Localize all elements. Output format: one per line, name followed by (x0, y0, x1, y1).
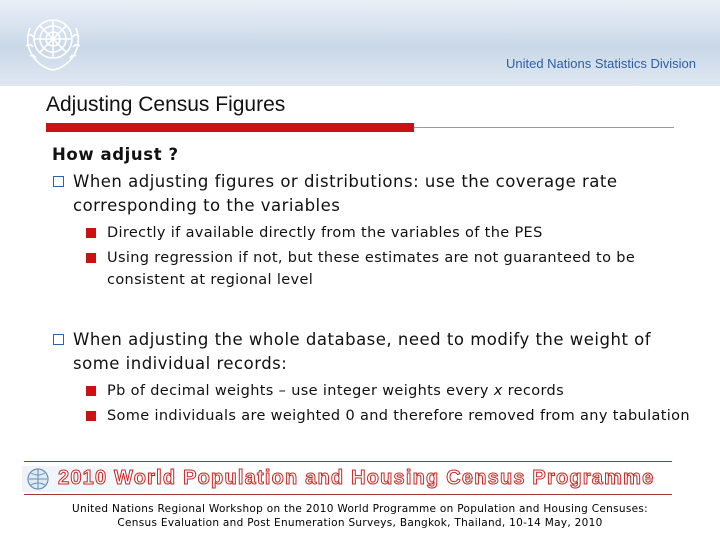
sub-bullet-item (86, 222, 692, 244)
banner-bottom-rule (24, 494, 672, 495)
globe-icon (26, 467, 50, 491)
italic-x: x (493, 383, 503, 399)
square-bullet-icon (86, 253, 96, 263)
bullet-text: When adjusting figures or distributions: use the coverage rate corresponding to the variables (73, 172, 618, 215)
sub-bullet-text: Pb of decimal weights – use integer weights every x records (107, 383, 564, 399)
footer-line-2: Census Evaluation and Post Enumeration Surveys, Bangkok, Thailand, 10-14 May, 2010 (117, 517, 603, 529)
sub-bullet-text: Some individuals are weighted 0 and therefore removed from any tabulation (107, 408, 690, 424)
bullet-item (52, 328, 692, 376)
title-accent-bar (46, 123, 414, 132)
sub-bullet-item (86, 405, 692, 427)
sub-bullet-item (86, 380, 692, 402)
sub-bullet-text: Directly if available directly from the variables of the PES (107, 225, 543, 241)
checkbox-bullet-icon (53, 334, 64, 345)
square-bullet-icon (86, 386, 96, 396)
slide-body (52, 143, 692, 430)
un-emblem-icon (18, 6, 88, 76)
banner-top-rule (24, 461, 672, 462)
square-bullet-icon (86, 411, 96, 421)
slide-title: Adjusting Census Figures (46, 93, 286, 116)
square-bullet-icon (86, 228, 96, 238)
sub-bullet-item (86, 247, 692, 291)
sub-bullet-text: Using regression if not, but these estimates are not guaranteed to be consistent at regional level (107, 250, 636, 288)
checkbox-bullet-icon (53, 176, 64, 187)
division-name: United Nations Statistics Division (505, 56, 696, 71)
slide-heading: How adjust ? (52, 145, 179, 164)
bullet-item (52, 170, 692, 218)
footer (0, 502, 720, 530)
header-band (0, 0, 720, 86)
sub-bullet-list (86, 380, 692, 427)
bullet-text: When adjusting the whole database, need to modify the weight of some individual records: (73, 330, 652, 373)
programme-banner (22, 466, 696, 492)
sub-bullet-list (86, 222, 692, 291)
footer-line-1: United Nations Regional Workshop on the 2010 World Programme on Population and Housing Censuses: (72, 503, 648, 515)
programme-banner-text: 2010 World Population and Housing Census Programme (58, 467, 655, 489)
